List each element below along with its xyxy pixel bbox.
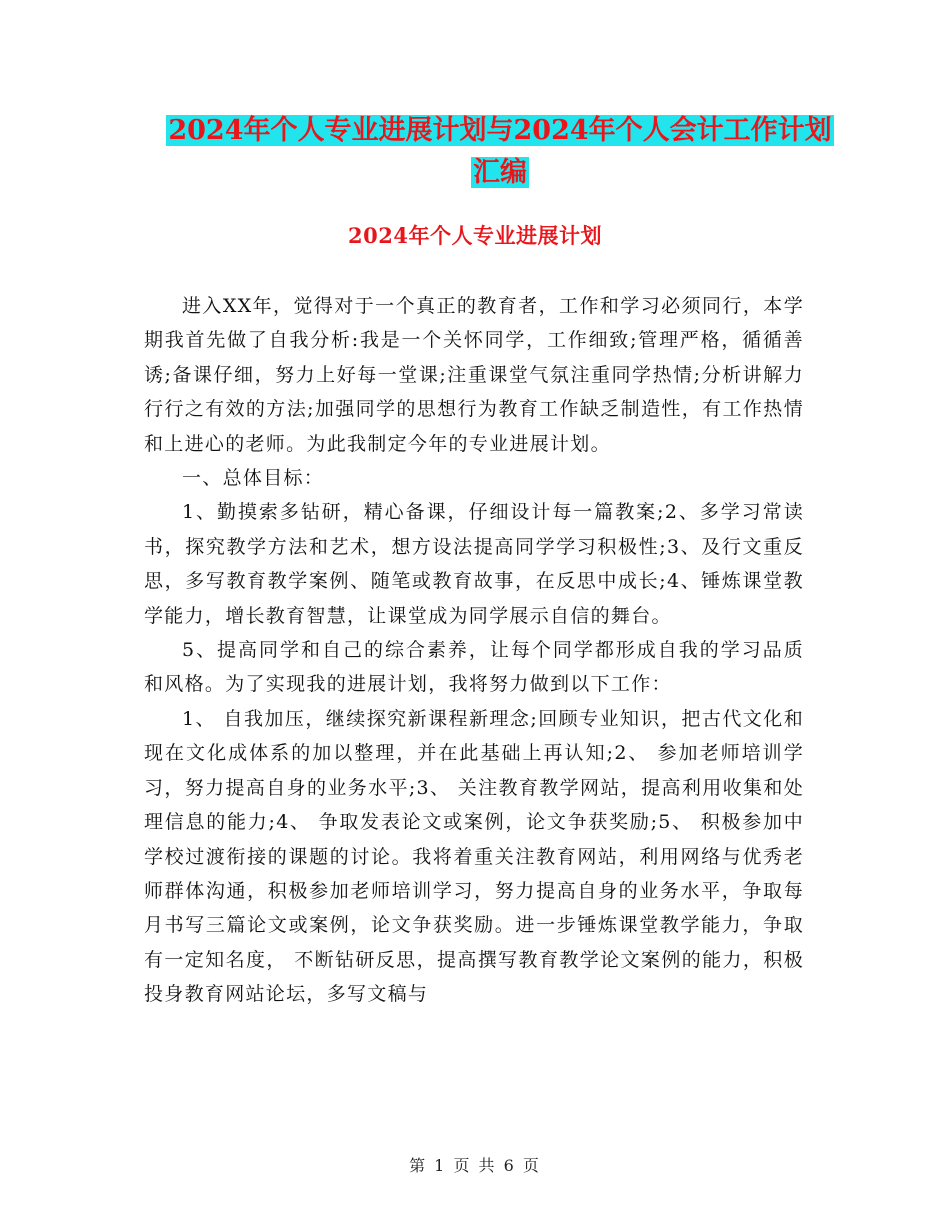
paragraph-goal-5: 5、提高同学和自己的综合素养，让每个同学都形成自我的学习品质和风格。为了实现我的进展计划，我将努力做到以下工作： (144, 639, 804, 696)
document-title-line-1: 2024年个人专业进展计划与2024年个人会计工作计划 (168, 115, 832, 146)
document-title-continued (120, 152, 880, 194)
section-heading: 2024年个人专业进展计划 (348, 223, 602, 248)
paragraph-goals-list: 1、勤摸索多钻研，精心备课，仔细设计每一篇教案;2、多学习常读书，探究教学方法和艺术，想方设法提高同学学习积极性;3、及行文重反思，多写教育教学案例、随笔或教育故事，在反思中成长;4、锤炼课堂教学能力，增长教育智慧，让课堂成为同学展示自信的舞台。 (144, 501, 804, 627)
paragraph-intro: 进入XX年，觉得对于一个真正的教育者，工作和学习必须同行，本学期我首先做了自我分析:我是一个关怀同学，工作细致;管理严格，循循善诱;备课仔细，努力上好每一堂课;注重课堂气氛注重同学热情;分析讲解力行行之有效的方法;加强同学的思想行为教育工作缺乏制造性，有工作热情和上进心的老师。为此我制定今年的专业进展计划。 (144, 295, 804, 455)
body-text (144, 289, 804, 1012)
document-title-line-2: 汇编 (473, 157, 527, 188)
document-title (120, 110, 880, 152)
paragraph-goals-heading: 一、总体目标： (182, 467, 325, 490)
paragraph-work-items: 1、 自我加压，继续探究新课程新理念;回顾专业知识，把古代文化和现在文化成体系的加以整理，并在此基础上再认知;2、 参加老师培训学习，努力提高自身的业务水平;3、 关注教育教学网站，提高利用收集和处理信息的能力;4、 争取发表论文或案例，论文争获奖励;5、 积极参加中学校过渡衔接的课题的讨论。我将着重关注教育网站，利用网络与优秀老师群体沟通，积极参加老师培训学习，努力提高自身的业务水平，争取每月书写三篇论文或案例，论文争获奖励。进一步锤炼课堂教学能力，争取有一定知名度， 不断钻研反思，提高撰写教育教学论文案例的能力，积极投身教育网站论坛，多写文稿与 (144, 707, 804, 1006)
page-footer: 第 1 页 共 6 页 (409, 1156, 541, 1175)
